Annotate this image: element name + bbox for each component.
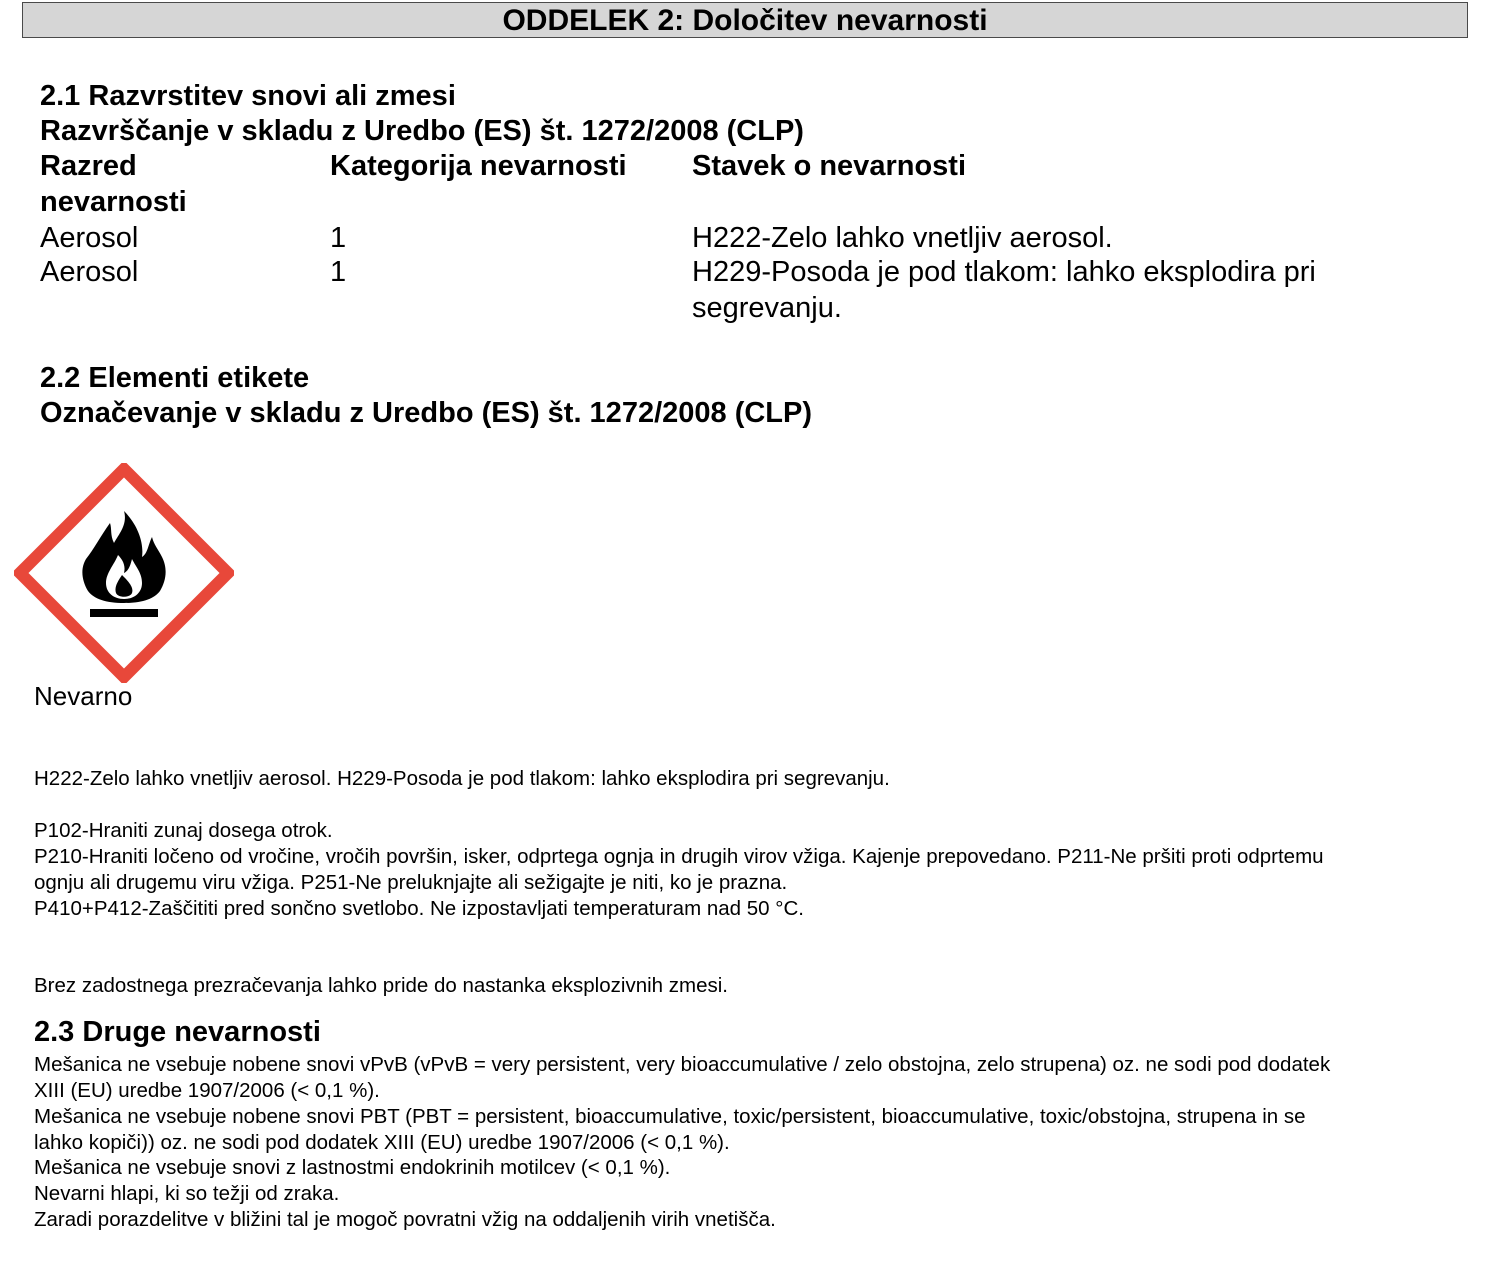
- section-title: ODDELEK 2: Določitev nevarnosti: [502, 4, 988, 37]
- row1-category: 1: [330, 222, 347, 254]
- row2-class: Aerosol: [40, 256, 139, 288]
- row2-statement-line1: H229-Posoda je pod tlakom: lahko eksplodira pri: [692, 256, 1316, 288]
- other-hazards-line: Mešanica ne vsebuje nobene snovi PBT (PBT = persistent, bioaccumulative, toxic/persistent, bioaccumulative, toxic/obstojna, strupena in se: [34, 1105, 1306, 1128]
- other-hazards-line: Nevarni hlapi, ki so težji od zraka.: [34, 1182, 340, 1205]
- subheading-labelling: Označevanje v skladu z Uredbo (ES) št. 1272/2008 (CLP): [40, 397, 813, 429]
- flame-pictogram-icon: [14, 463, 234, 683]
- col-header-statement: Stavek o nevarnosti: [692, 150, 966, 182]
- row2-category: 1: [330, 256, 347, 288]
- heading-2-2: 2.2 Elementi etikete: [40, 362, 310, 394]
- heading-2-3: 2.3 Druge nevarnosti: [34, 1016, 321, 1048]
- other-hazards-line: Mešanica ne vsebuje nobene snovi vPvB (vPvB = very persistent, very bioaccumulative / zelo obstojna, zelo strupena) oz. ne sodi pod dodatek: [34, 1053, 1331, 1076]
- supplemental-info: Brez zadostnega prezračevanja lahko pride do nastanka eksplozivnih zmesi.: [34, 974, 728, 997]
- hazard-statements: H222-Zelo lahko vnetljiv aerosol. H229-Posoda je pod tlakom: lahko eksplodira pri segrevanju.: [34, 767, 890, 790]
- row1-statement: H222-Zelo lahko vnetljiv aerosol.: [692, 222, 1113, 254]
- row2-statement-line2: segrevanju.: [692, 292, 842, 324]
- col-header-category: Kategorija nevarnosti: [330, 150, 627, 182]
- precautionary-p210-line2: ognju ali drugemu viru vžiga. P251-Ne preluknjajte ali sežigajte je niti, ko je prazna.: [34, 871, 788, 894]
- heading-2-1: 2.1 Razvrstitev snovi ali zmesi: [40, 80, 456, 112]
- row1-class: Aerosol: [40, 222, 139, 254]
- other-hazards-line: lahko kopiči)) oz. ne sodi pod dodatek XIII (EU) uredbe 1907/2006 (< 0,1 %).: [34, 1131, 730, 1154]
- precautionary-p210-line1: P210-Hraniti ločeno od vročine, vročih površin, isker, odprtega ognja in drugih virov vžiga. Kajenje prepovedano. P211-Ne pršiti proti odprtemu: [34, 845, 1324, 868]
- section-header: [22, 2, 1468, 38]
- precautionary-p410: P410+P412-Zaščititi pred sončno svetlobo. Ne izpostavljati temperaturam nad 50 °C.: [34, 897, 804, 920]
- other-hazards-line: Zaradi porazdelitve v bližini tal je mogoč povratni vžig na oddaljenih virih vnetišča.: [34, 1208, 776, 1231]
- other-hazards-line: Mešanica ne vsebuje snovi z lastnostmi endokrinih motilcev (< 0,1 %).: [34, 1156, 671, 1179]
- precautionary-p102: P102-Hraniti zunaj dosega otrok.: [34, 819, 333, 842]
- col-header-class-line2: nevarnosti: [40, 186, 187, 218]
- subheading-classification: Razvrščanje v skladu z Uredbo (ES) št. 1272/2008 (CLP): [40, 115, 804, 147]
- other-hazards-line: XIII (EU) uredbe 1907/2006 (< 0,1 %).: [34, 1079, 380, 1102]
- col-header-class-line1: Razred: [40, 150, 137, 182]
- signal-word: Nevarno: [34, 681, 133, 711]
